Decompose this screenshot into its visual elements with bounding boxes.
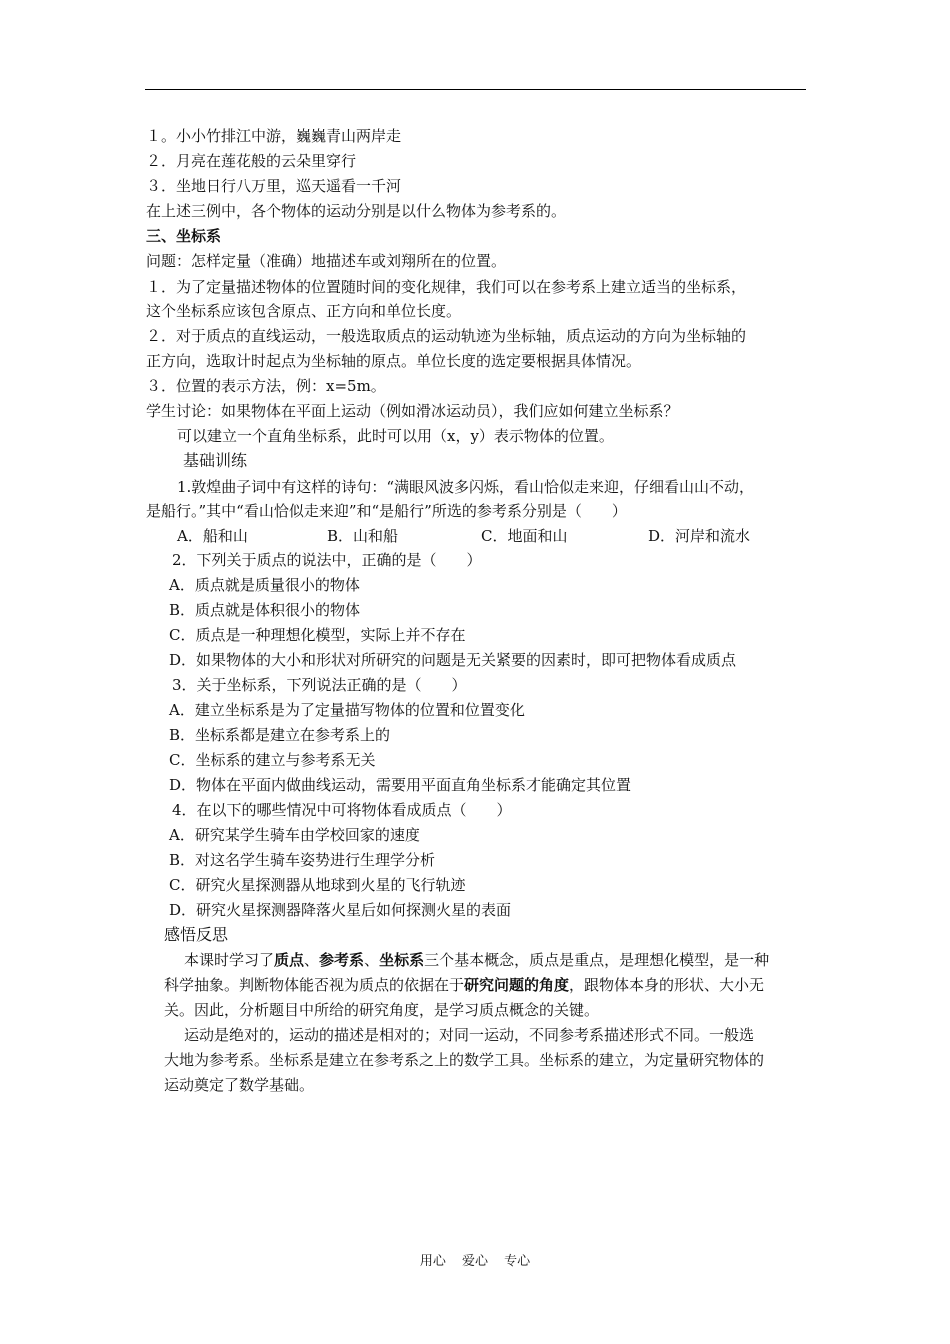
q4-option-a: A．研究某学生骑车由学校回家的速度 bbox=[169, 826, 420, 844]
question-1-line-2: 是船行。”其中“看山恰似走来迎”和“是船行”所选的参考系分别是（ ） bbox=[146, 502, 627, 520]
q1-option-b: B．山和船 bbox=[327, 527, 399, 545]
poem-line-3: ３．坐地日行八万里，巡天遥看一千河 bbox=[146, 177, 402, 195]
footer-word-3: 专心 bbox=[504, 1254, 531, 1269]
header-rule bbox=[145, 89, 806, 90]
poem-question: 在上述三例中，各个物体的运动分别是以什么物体为参考系的。 bbox=[146, 202, 567, 220]
term-reference-frame: 参考系 bbox=[319, 951, 365, 969]
reflection-line-3: 关。因此，分析题目中所给的研究角度，是学习质点概念的关键。 bbox=[164, 1001, 600, 1019]
reflection-line-5: 大地为参考系。坐标系是建立在参考系之上的数学工具。坐标系的建立，为定量研究物体的 bbox=[164, 1051, 765, 1069]
page-footer bbox=[0, 1250, 950, 1269]
point-1-line-2: 这个坐标系应该包含原点、正方向和单位长度。 bbox=[146, 302, 462, 320]
term-research-angle: 研究问题的角度 bbox=[464, 976, 570, 994]
poem-line-2: ２．月亮在莲花般的云朵里穿行 bbox=[146, 152, 357, 170]
q1-option-a: A．船和山 bbox=[177, 527, 248, 545]
point-1-line-1: １．为了定量描述物体的位置随时间的变化规律，我们可以在参考系上建立适当的坐标系， bbox=[146, 278, 747, 296]
reflection-line-2: 科学抽象。判断物体能否视为质点的依据在于研究问题的角度，跟物体本身的形状、大小无 bbox=[164, 976, 765, 994]
poem-line-1: １。小小竹排江中游，巍巍青山两岸走 bbox=[146, 127, 402, 145]
point-3: ３．位置的表示方法，例：x=5m。 bbox=[146, 377, 386, 395]
reflection-line-6: 运动奠定了数学基础。 bbox=[164, 1076, 315, 1094]
q4-option-d: D．研究火星探测器降落火星后如何探测火星的表面 bbox=[169, 901, 512, 919]
q1-option-c: C．地面和山 bbox=[481, 527, 568, 545]
q1-option-d: D．河岸和流水 bbox=[648, 527, 751, 545]
q2-option-b: B．质点就是体积很小的物体 bbox=[169, 601, 361, 619]
q2-option-a: A．质点就是质量很小的物体 bbox=[169, 576, 360, 594]
reflection-line-4: 运动是绝对的，运动的描述是相对的；对同一运动，不同参考系描述形式不同。一般选 bbox=[184, 1026, 755, 1044]
q4-option-b: B．对这名学生骑车姿势进行生理学分析 bbox=[169, 851, 436, 869]
training-heading: 基础训练 bbox=[183, 451, 248, 470]
q3-option-a: A．建立坐标系是为了定量描写物体的位置和位置变化 bbox=[169, 701, 525, 719]
term-particle: 质点 bbox=[274, 951, 305, 969]
question-1-line-1: 1.敦煌曲子词中有这样的诗句：“满眼风波多闪烁，看山恰似走来迎，仔细看山山不动， bbox=[177, 478, 754, 496]
discussion-answer: 可以建立一个直角坐标系，此时可以用（x，y）表示物体的位置。 bbox=[177, 427, 614, 445]
q3-option-c: C．坐标系的建立与参考系无关 bbox=[169, 751, 376, 769]
term-coordinate-system: 坐标系 bbox=[379, 951, 425, 969]
footer-word-2: 爱心 bbox=[461, 1254, 488, 1269]
q2-option-d: D．如果物体的大小和形状对所研究的问题是无关紧要的因素时，即可把物体看成质点 bbox=[169, 651, 737, 669]
point-2-line-1: ２．对于质点的直线运动，一般选取质点的运动轨迹为坐标轴，质点运动的方向为坐标轴的 bbox=[146, 327, 747, 345]
footer-word-1: 用心 bbox=[419, 1254, 446, 1269]
question-4: 4．在以下的哪些情况中可将物体看成质点（ ） bbox=[172, 801, 512, 819]
q2-option-c: C．质点是一种理想化模型，实际上并不存在 bbox=[169, 626, 466, 644]
student-discussion: 学生讨论：如果物体在平面上运动（例如滑冰运动员），我们应如何建立坐标系？ bbox=[146, 402, 679, 420]
question-2: 2．下列关于质点的说法中，正确的是（ ） bbox=[172, 551, 482, 569]
reflection-line-1: 本课时学习了质点、参考系、坐标系三个基本概念，质点是重点，是理想化模型，是一种 bbox=[184, 951, 770, 969]
q4-option-c: C．研究火星探测器从地球到火星的飞行轨迹 bbox=[169, 876, 466, 894]
point-2-line-2: 正方向，选取计时起点为坐标轴的原点。单位长度的选定要根据具体情况。 bbox=[146, 352, 642, 370]
question-3: 3．关于坐标系，下列说法正确的是（ ） bbox=[172, 676, 467, 694]
q3-option-b: B．坐标系都是建立在参考系上的 bbox=[169, 726, 391, 744]
q3-option-d: D．物体在平面内做曲线运动，需要用平面直角坐标系才能确定其位置 bbox=[169, 776, 632, 794]
section-heading: 三、坐标系 bbox=[146, 227, 222, 245]
section-question: 问题：怎样定量（准确）地描述车或刘翔所在的位置。 bbox=[146, 252, 507, 270]
reflection-heading: 感悟反思 bbox=[164, 925, 229, 944]
